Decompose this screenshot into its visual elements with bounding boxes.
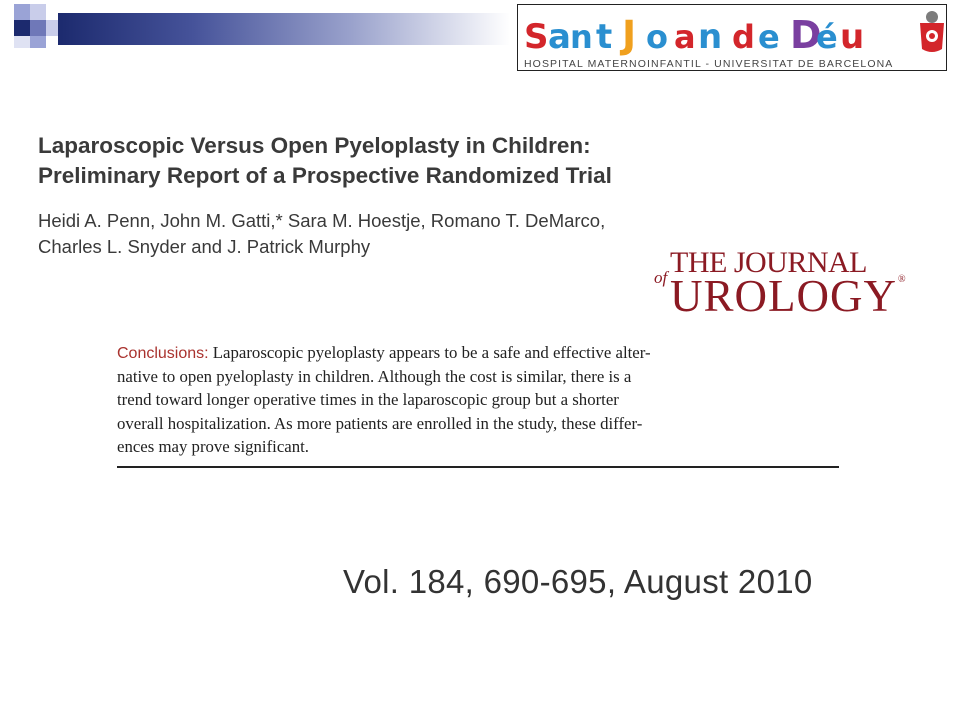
logo-letter: u	[840, 17, 865, 57]
corner-square-7	[30, 36, 46, 48]
registered-mark: ®	[898, 274, 907, 285]
article-title	[38, 131, 798, 191]
corner-square-3	[14, 20, 30, 36]
logo-letter: t	[596, 17, 613, 57]
corner-square-5	[46, 20, 58, 36]
logo-letter: a	[674, 18, 696, 56]
hospital-logo-wordmark	[518, 5, 946, 57]
conclusions-text: Laparoscopic pyeloplasty appears to be a safe and effective alter-	[208, 343, 651, 362]
logo-letter: o	[646, 18, 668, 56]
authors-line: Heidi A. Penn, John M. Gatti,* Sara M. Hoestje, Romano T. DeMarco,	[38, 210, 606, 231]
authors-line: Charles L. Snyder and J. Patrick Murphy	[38, 236, 371, 257]
conclusions-paragraph	[117, 341, 837, 458]
conclusions-line: native to open pyeloplasty in children. Although the cost is similar, there is a	[117, 367, 632, 387]
logo-letter: n	[570, 18, 593, 56]
hospital-logo-subtitle: HOSPITAL MATERNOINFANTIL - UNIVERSITAT DE BARCELONA	[524, 58, 894, 70]
citation-volume: Vol. 184, 690-695, August 2010	[343, 563, 813, 600]
logo-letter: n	[698, 17, 723, 57]
conclusions-divider	[117, 466, 839, 468]
conclusions-label: Conclusions	[117, 345, 205, 362]
corner-square-2	[30, 4, 46, 20]
journal-logo-line1: THE JOURNAL	[670, 246, 867, 279]
logo-letter: D	[790, 13, 822, 57]
journal-logo-word: UROLOGY	[670, 271, 897, 321]
logo-letter: S	[524, 17, 549, 57]
journal-logo	[654, 246, 907, 321]
article-title-line: Preliminary Report of a Prospective Randomized Trial	[38, 163, 612, 188]
logo-letter: é	[816, 18, 838, 56]
conclusions-line: trend toward longer operative times in the laparoscopic group but a shorter	[117, 390, 619, 410]
corner-square-6	[14, 36, 30, 48]
journal-logo-line2	[670, 270, 906, 322]
header-gradient-bar	[58, 13, 510, 45]
hospital-logo	[517, 4, 947, 71]
corner-square-1	[14, 4, 30, 20]
corner-square-4	[30, 20, 46, 36]
conclusions-line: overall hospitalization. As more patients are enrolled in the study, these differ-	[117, 413, 643, 433]
logo-letter: d	[732, 18, 755, 56]
article-title-line: Laparoscopic Versus Open Pyeloplasty in Children:	[38, 133, 591, 158]
logo-letter: J	[622, 13, 637, 57]
conclusions-first-line	[117, 341, 837, 365]
logo-letter: a	[548, 17, 571, 57]
conclusions-colon: :	[204, 345, 209, 362]
logo-letter: e	[758, 18, 780, 56]
conclusions-line: ences may prove significant.	[117, 436, 309, 456]
hospital-figure-icon	[920, 11, 944, 52]
journal-logo-prefix: of	[654, 268, 668, 287]
